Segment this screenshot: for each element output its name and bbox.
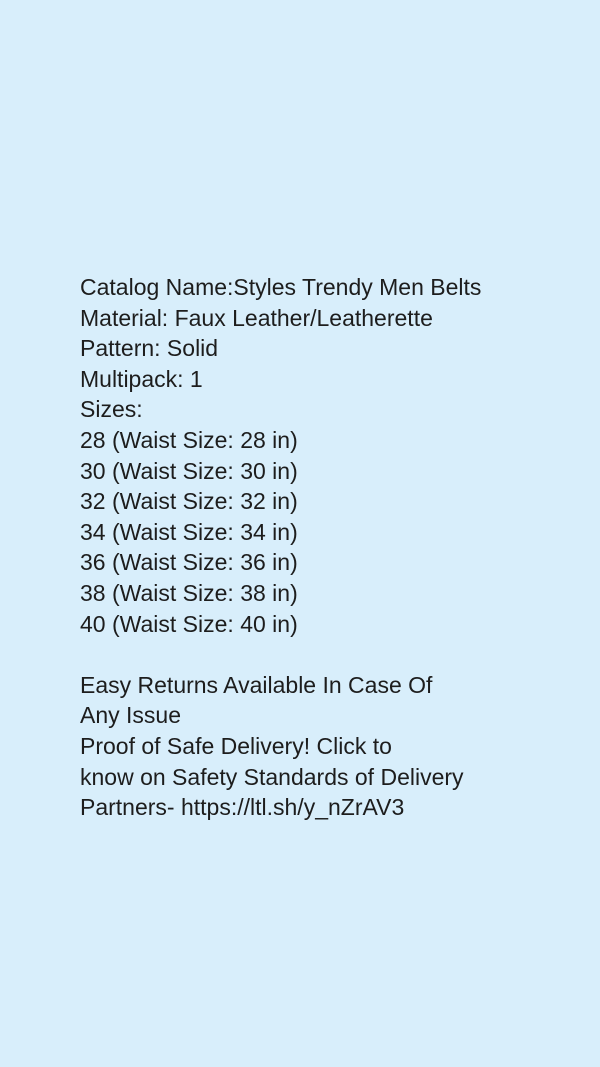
size-option: 28 (Waist Size: 28 in) <box>80 426 298 453</box>
size-option: 38 (Waist Size: 38 in) <box>80 579 298 606</box>
multipack-line: Multipack: 1 <box>80 365 203 392</box>
size-option: 30 (Waist Size: 30 in) <box>80 457 298 484</box>
blank-line <box>80 639 550 670</box>
size-option: 32 (Waist Size: 32 in) <box>80 488 298 515</box>
returns-note-line: Easy Returns Available In Case Of <box>80 671 433 698</box>
product-description-block <box>80 272 550 823</box>
sizes-label: Sizes: <box>80 396 143 423</box>
size-option: 40 (Waist Size: 40 in) <box>80 610 298 637</box>
catalog-name-line: Catalog Name:Styles Trendy Men Belts <box>80 274 482 300</box>
delivery-note-line: Proof of Safe Delivery! Click to <box>80 732 392 759</box>
size-option: 36 (Waist Size: 36 in) <box>80 549 298 576</box>
pattern-line: Pattern: Solid <box>80 335 219 362</box>
delivery-link-text: Partners- https://ltl.sh/y_nZrAV3 <box>80 794 405 821</box>
material-line: Material: Faux Leather/Leatherette <box>80 304 433 331</box>
size-option: 34 (Waist Size: 34 in) <box>80 518 298 545</box>
delivery-note-line: know on Safety Standards of Delivery <box>80 763 464 790</box>
returns-note-line: Any Issue <box>80 702 181 729</box>
